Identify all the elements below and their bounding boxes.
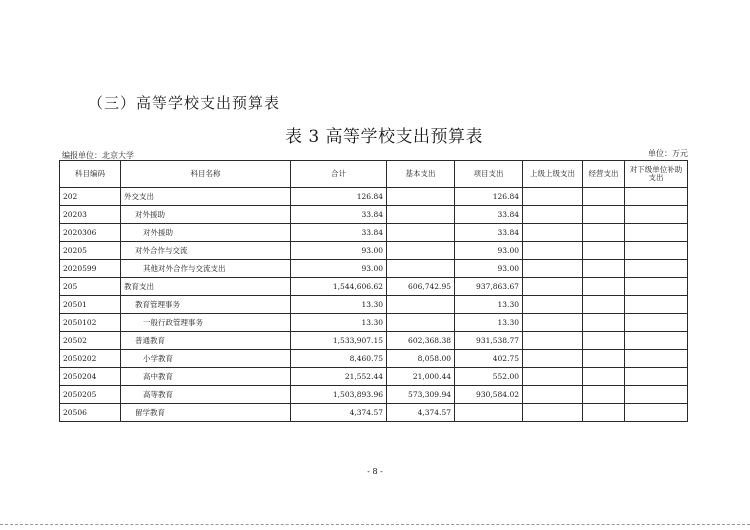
cell-name: 普通教育 <box>121 332 291 350</box>
cell-subsidy <box>625 224 688 242</box>
budget-table <box>59 160 688 422</box>
table-header-row <box>60 161 688 188</box>
table-row <box>60 206 688 224</box>
cell-code: 20502 <box>60 332 121 350</box>
cell-name: 留学教育 <box>121 404 291 422</box>
cell-basic <box>387 314 455 332</box>
currency-unit: 单位：万元 <box>648 149 688 158</box>
table-row <box>60 314 688 332</box>
cell-remit <box>523 242 583 260</box>
cell-remit <box>523 206 583 224</box>
cell-total: 8,460.75 <box>291 350 387 368</box>
cell-total: 33.84 <box>291 206 387 224</box>
table-row <box>60 188 688 206</box>
cell-business <box>583 296 625 314</box>
cell-code: 2020306 <box>60 224 121 242</box>
cell-total: 1,544,606.62 <box>291 278 387 296</box>
cell-basic <box>387 260 455 278</box>
table-row <box>60 260 688 278</box>
cell-remit <box>523 278 583 296</box>
cell-subsidy <box>625 296 688 314</box>
cell-name: 教育管理事务 <box>121 296 291 314</box>
cell-business <box>583 368 625 386</box>
cell-subsidy <box>625 206 688 224</box>
cell-name: 一般行政管理事务 <box>121 314 291 332</box>
cell-remit <box>523 332 583 350</box>
table-row <box>60 278 688 296</box>
cell-subsidy <box>625 386 688 404</box>
cell-total: 4,374.57 <box>291 404 387 422</box>
cell-business <box>583 332 625 350</box>
cell-business <box>583 206 625 224</box>
cell-project: 13.30 <box>455 296 523 314</box>
cell-remit <box>523 188 583 206</box>
cell-project: 930,584.02 <box>455 386 523 404</box>
cell-business <box>583 188 625 206</box>
col-header-basic: 基本支出 <box>387 161 455 188</box>
cell-code: 205 <box>60 278 121 296</box>
cell-code: 20203 <box>60 206 121 224</box>
cell-project: 552.00 <box>455 368 523 386</box>
cell-remit <box>523 386 583 404</box>
cell-subsidy <box>625 314 688 332</box>
cell-total: 1,533,907.15 <box>291 332 387 350</box>
page-number: - 8 - <box>367 467 383 476</box>
table-row <box>60 386 688 404</box>
cell-project: 126.84 <box>455 188 523 206</box>
cell-basic: 602,368.38 <box>387 332 455 350</box>
cell-code: 2050102 <box>60 314 121 332</box>
cell-total: 126.84 <box>291 188 387 206</box>
col-header-total: 合计 <box>291 161 387 188</box>
cell-basic <box>387 242 455 260</box>
cell-name: 外交支出 <box>121 188 291 206</box>
cell-subsidy <box>625 188 688 206</box>
cell-remit <box>523 224 583 242</box>
cell-project: 33.84 <box>455 206 523 224</box>
cell-project: 13.30 <box>455 314 523 332</box>
cell-business <box>583 386 625 404</box>
cell-project: 33.84 <box>455 224 523 242</box>
cell-basic <box>387 206 455 224</box>
cell-code: 20501 <box>60 296 121 314</box>
table-row <box>60 242 688 260</box>
cell-total: 93.00 <box>291 260 387 278</box>
cell-business <box>583 242 625 260</box>
cell-subsidy <box>625 368 688 386</box>
cell-subsidy <box>625 278 688 296</box>
cell-project: 931,538.77 <box>455 332 523 350</box>
cell-business <box>583 404 625 422</box>
cell-business <box>583 350 625 368</box>
col-header-subsidy: 对下级单位补助支出 <box>625 161 688 188</box>
cell-total: 33.84 <box>291 224 387 242</box>
col-header-code: 科目编码 <box>60 161 121 188</box>
col-header-remit: 上级上级支出 <box>523 161 583 188</box>
cell-remit <box>523 314 583 332</box>
cell-total: 21,552.44 <box>291 368 387 386</box>
cell-subsidy <box>625 242 688 260</box>
cell-subsidy <box>625 404 688 422</box>
scan-edge-divider <box>0 524 750 525</box>
cell-total: 13.30 <box>291 314 387 332</box>
cell-remit <box>523 260 583 278</box>
cell-name: 对外援助 <box>121 206 291 224</box>
cell-remit <box>523 368 583 386</box>
cell-basic: 8,058.00 <box>387 350 455 368</box>
cell-basic <box>387 188 455 206</box>
cell-project: 93.00 <box>455 242 523 260</box>
cell-remit <box>523 350 583 368</box>
cell-project: 937,863.67 <box>455 278 523 296</box>
cell-name: 小学教育 <box>121 350 291 368</box>
table-row <box>60 350 688 368</box>
cell-project: 402.75 <box>455 350 523 368</box>
cell-name: 其他对外合作与交流支出 <box>121 260 291 278</box>
table-title: 表 3 高等学校支出预算表 <box>284 127 484 147</box>
cell-remit <box>523 404 583 422</box>
cell-total: 93.00 <box>291 242 387 260</box>
cell-code: 2050205 <box>60 386 121 404</box>
cell-code: 202 <box>60 188 121 206</box>
cell-project: 93.00 <box>455 260 523 278</box>
cell-code: 20205 <box>60 242 121 260</box>
cell-code: 2050202 <box>60 350 121 368</box>
cell-basic: 4,374.57 <box>387 404 455 422</box>
cell-code: 20506 <box>60 404 121 422</box>
table-row <box>60 368 688 386</box>
cell-name: 教育支出 <box>121 278 291 296</box>
cell-basic: 21,000.44 <box>387 368 455 386</box>
cell-remit <box>523 296 583 314</box>
cell-subsidy <box>625 350 688 368</box>
cell-total: 13.30 <box>291 296 387 314</box>
cell-business <box>583 224 625 242</box>
cell-name: 高中教育 <box>121 368 291 386</box>
cell-name: 高等教育 <box>121 386 291 404</box>
table-row <box>60 296 688 314</box>
cell-basic <box>387 296 455 314</box>
col-header-name: 科目名称 <box>121 161 291 188</box>
cell-business <box>583 314 625 332</box>
col-header-project: 项目支出 <box>455 161 523 188</box>
cell-basic: 606,742.95 <box>387 278 455 296</box>
table-row <box>60 404 688 422</box>
cell-business <box>583 260 625 278</box>
reporting-unit: 编报单位：北京大学 <box>62 151 134 160</box>
table-row <box>60 224 688 242</box>
cell-project <box>455 404 523 422</box>
cell-business <box>583 278 625 296</box>
cell-total: 1,503,893.96 <box>291 386 387 404</box>
cell-code: 2050204 <box>60 368 121 386</box>
section-heading: （三）高等学校支出预算表 <box>88 94 281 112</box>
cell-code: 2020599 <box>60 260 121 278</box>
cell-name: 对外援助 <box>121 224 291 242</box>
col-header-business: 经营支出 <box>583 161 625 188</box>
cell-subsidy <box>625 260 688 278</box>
cell-basic <box>387 224 455 242</box>
cell-name: 对外合作与交流 <box>121 242 291 260</box>
cell-basic: 573,309.94 <box>387 386 455 404</box>
cell-subsidy <box>625 332 688 350</box>
table-row <box>60 332 688 350</box>
